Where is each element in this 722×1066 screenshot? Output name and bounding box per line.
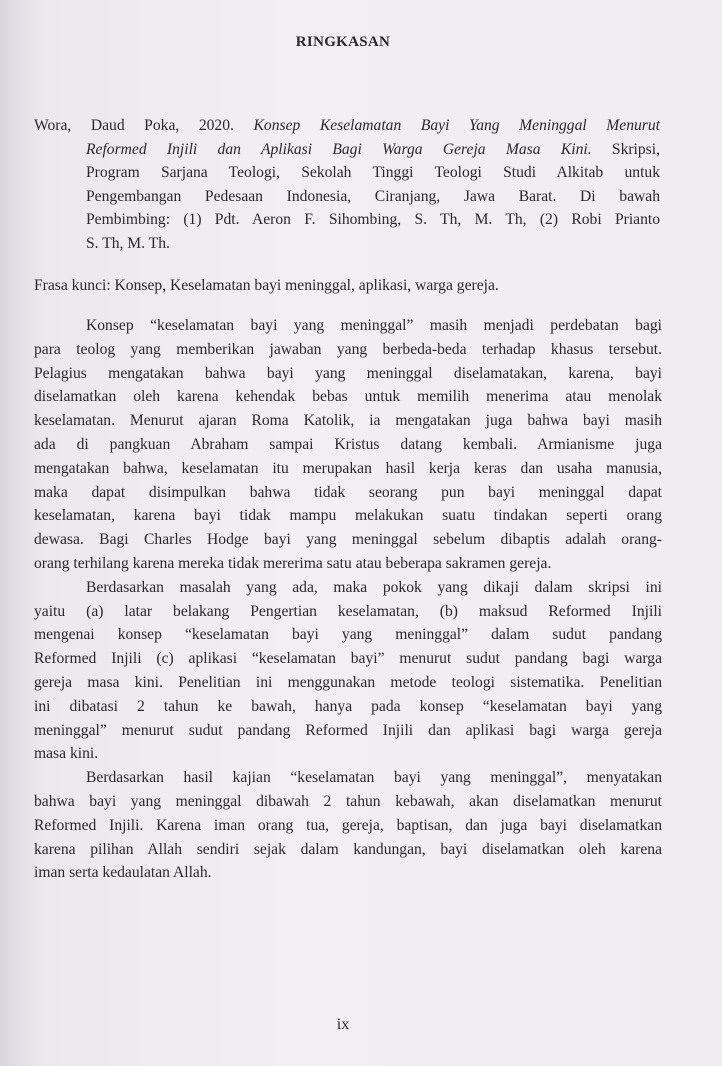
citation-line: Program Sarjana Teologi, Sekolah Tinggi Teologi Studi Alkitab untuk [86,164,660,181]
paragraph-line: Berdasarkan masalah yang ada, maka pokok yang dikaji dalam skripsi ini [86,578,662,596]
paragraph-line: meninggal” menurut sudut pandang Reformed Injili dan aplikasi bagi warga gereja [34,721,662,739]
citation-text: Skripsi, [591,140,660,158]
paragraph-line: diselamatkan oleh karena kehendak bebas untuk memilih menerima atau menolak [34,388,662,406]
paragraph-line: mengatakan bahwa, keselamatan itu merupakan hasil kerja keras dan usaha manusia, [34,459,662,477]
citation-block [34,114,660,255]
paragraph-line: Berdasarkan hasil kajian “keselamatan bayi yang meninggal”, menyatakan [86,769,662,787]
keywords-line: Frasa kunci: Konsep, Keselamatan bayi meninggal, aplikasi, warga gereja. [34,277,499,294]
citation-title: Konsep Keselamatan Bayi Yang Meninggal Menurut [253,117,661,134]
paragraph-line: Konsep “keselamatan bayi yang meninggal” masih menjadi perdebatan bagi [86,317,662,334]
paragraph-line: gereja masa kini. Penelitian ini menggunakan metode teologi sistematika. Penelitian [34,673,662,691]
paragraph-line: ada di pangkuan Abraham sampai Kristus datang kembali. Armianisme juga [34,435,662,453]
paragraph-line: yaitu (a) latar belakang Pengertian keselamatan, (b) maksud Reformed Injili [34,602,662,620]
citation-line [34,138,660,162]
paragraph-line: Reformed Injili (c) aplikasi “keselamatan bayi” menurut sudut pandang bagi warga [34,650,662,668]
paragraph-line: keselamatan, karena bayi tidak mampu melakukan suatu tindakan seperti orang [34,507,662,525]
citation-title: Reformed Injili dan Aplikasi Bagi Warga Gereja Masa Kini. [86,140,592,158]
citation-line [34,114,660,138]
paragraph-line: keselamatan. Menurut ajaran Roma Katolik, ia mengatakan juga bahwa bayi masih [34,412,662,430]
citation-line: S. Th, M. Th. [86,234,170,252]
paragraph-line: dewasa. Bagi Charles Hodge bayi yang meninggal sebelum dibaptis adalah orang- [34,531,662,549]
paragraph-line: Reformed Injili. Karena iman orang tua, gereja, baptisan, dan juga bayi diselamatkan [34,816,662,834]
paragraph-line: iman serta kedaulatan Allah. [34,864,212,882]
paragraph-line: ini dibatasi 2 tahun ke bawah, hanya pada konsep “keselamatan bayi yang [34,697,662,715]
citation-author: Wora, Daud Poka, 2020. [34,117,254,134]
summary-body [34,314,662,885]
paragraph-line: maka dapat disimpulkan bahwa tidak seorang pun bayi meninggal dapat [34,483,662,501]
paragraph-line: masa kini. [34,745,99,763]
paragraph-line: bahwa bayi yang meninggal dibawah 2 tahun kebawah, akan diselamatkan menurut [34,792,662,810]
page-number: ix [336,1016,350,1033]
citation-line: Pembimbing: (1) Pdt. Aeron F. Sihombing, S. Th, M. Th, (2) Robi Prianto [86,211,660,228]
paragraph-line: para teolog yang memberikan jawaban yang berbeda-beda terhadap khasus tersebut. [34,340,662,358]
paragraph-line: Pelagius mengatakan bahwa bayi yang meninggal diselamatakan, karena, bayi [34,364,662,382]
paragraph-line: mengenai konsep “keselamatan bayi yang meninggal” dalam sudut pandang [34,626,662,644]
paragraph-line: orang terhilang karena mereka tidak mererima satu atau beberapa sakramen gereja. [34,554,552,572]
citation-line: Pengembangan Pedesaan Indonesia, Ciranjang, Jawa Barat. Di bawah [86,187,660,205]
paragraph-line: karena pilihan Allah sendiri sejak dalam kandungan, bayi diselamatkan oleh karena [34,840,662,858]
page-title: RINGKASAN [295,34,391,50]
